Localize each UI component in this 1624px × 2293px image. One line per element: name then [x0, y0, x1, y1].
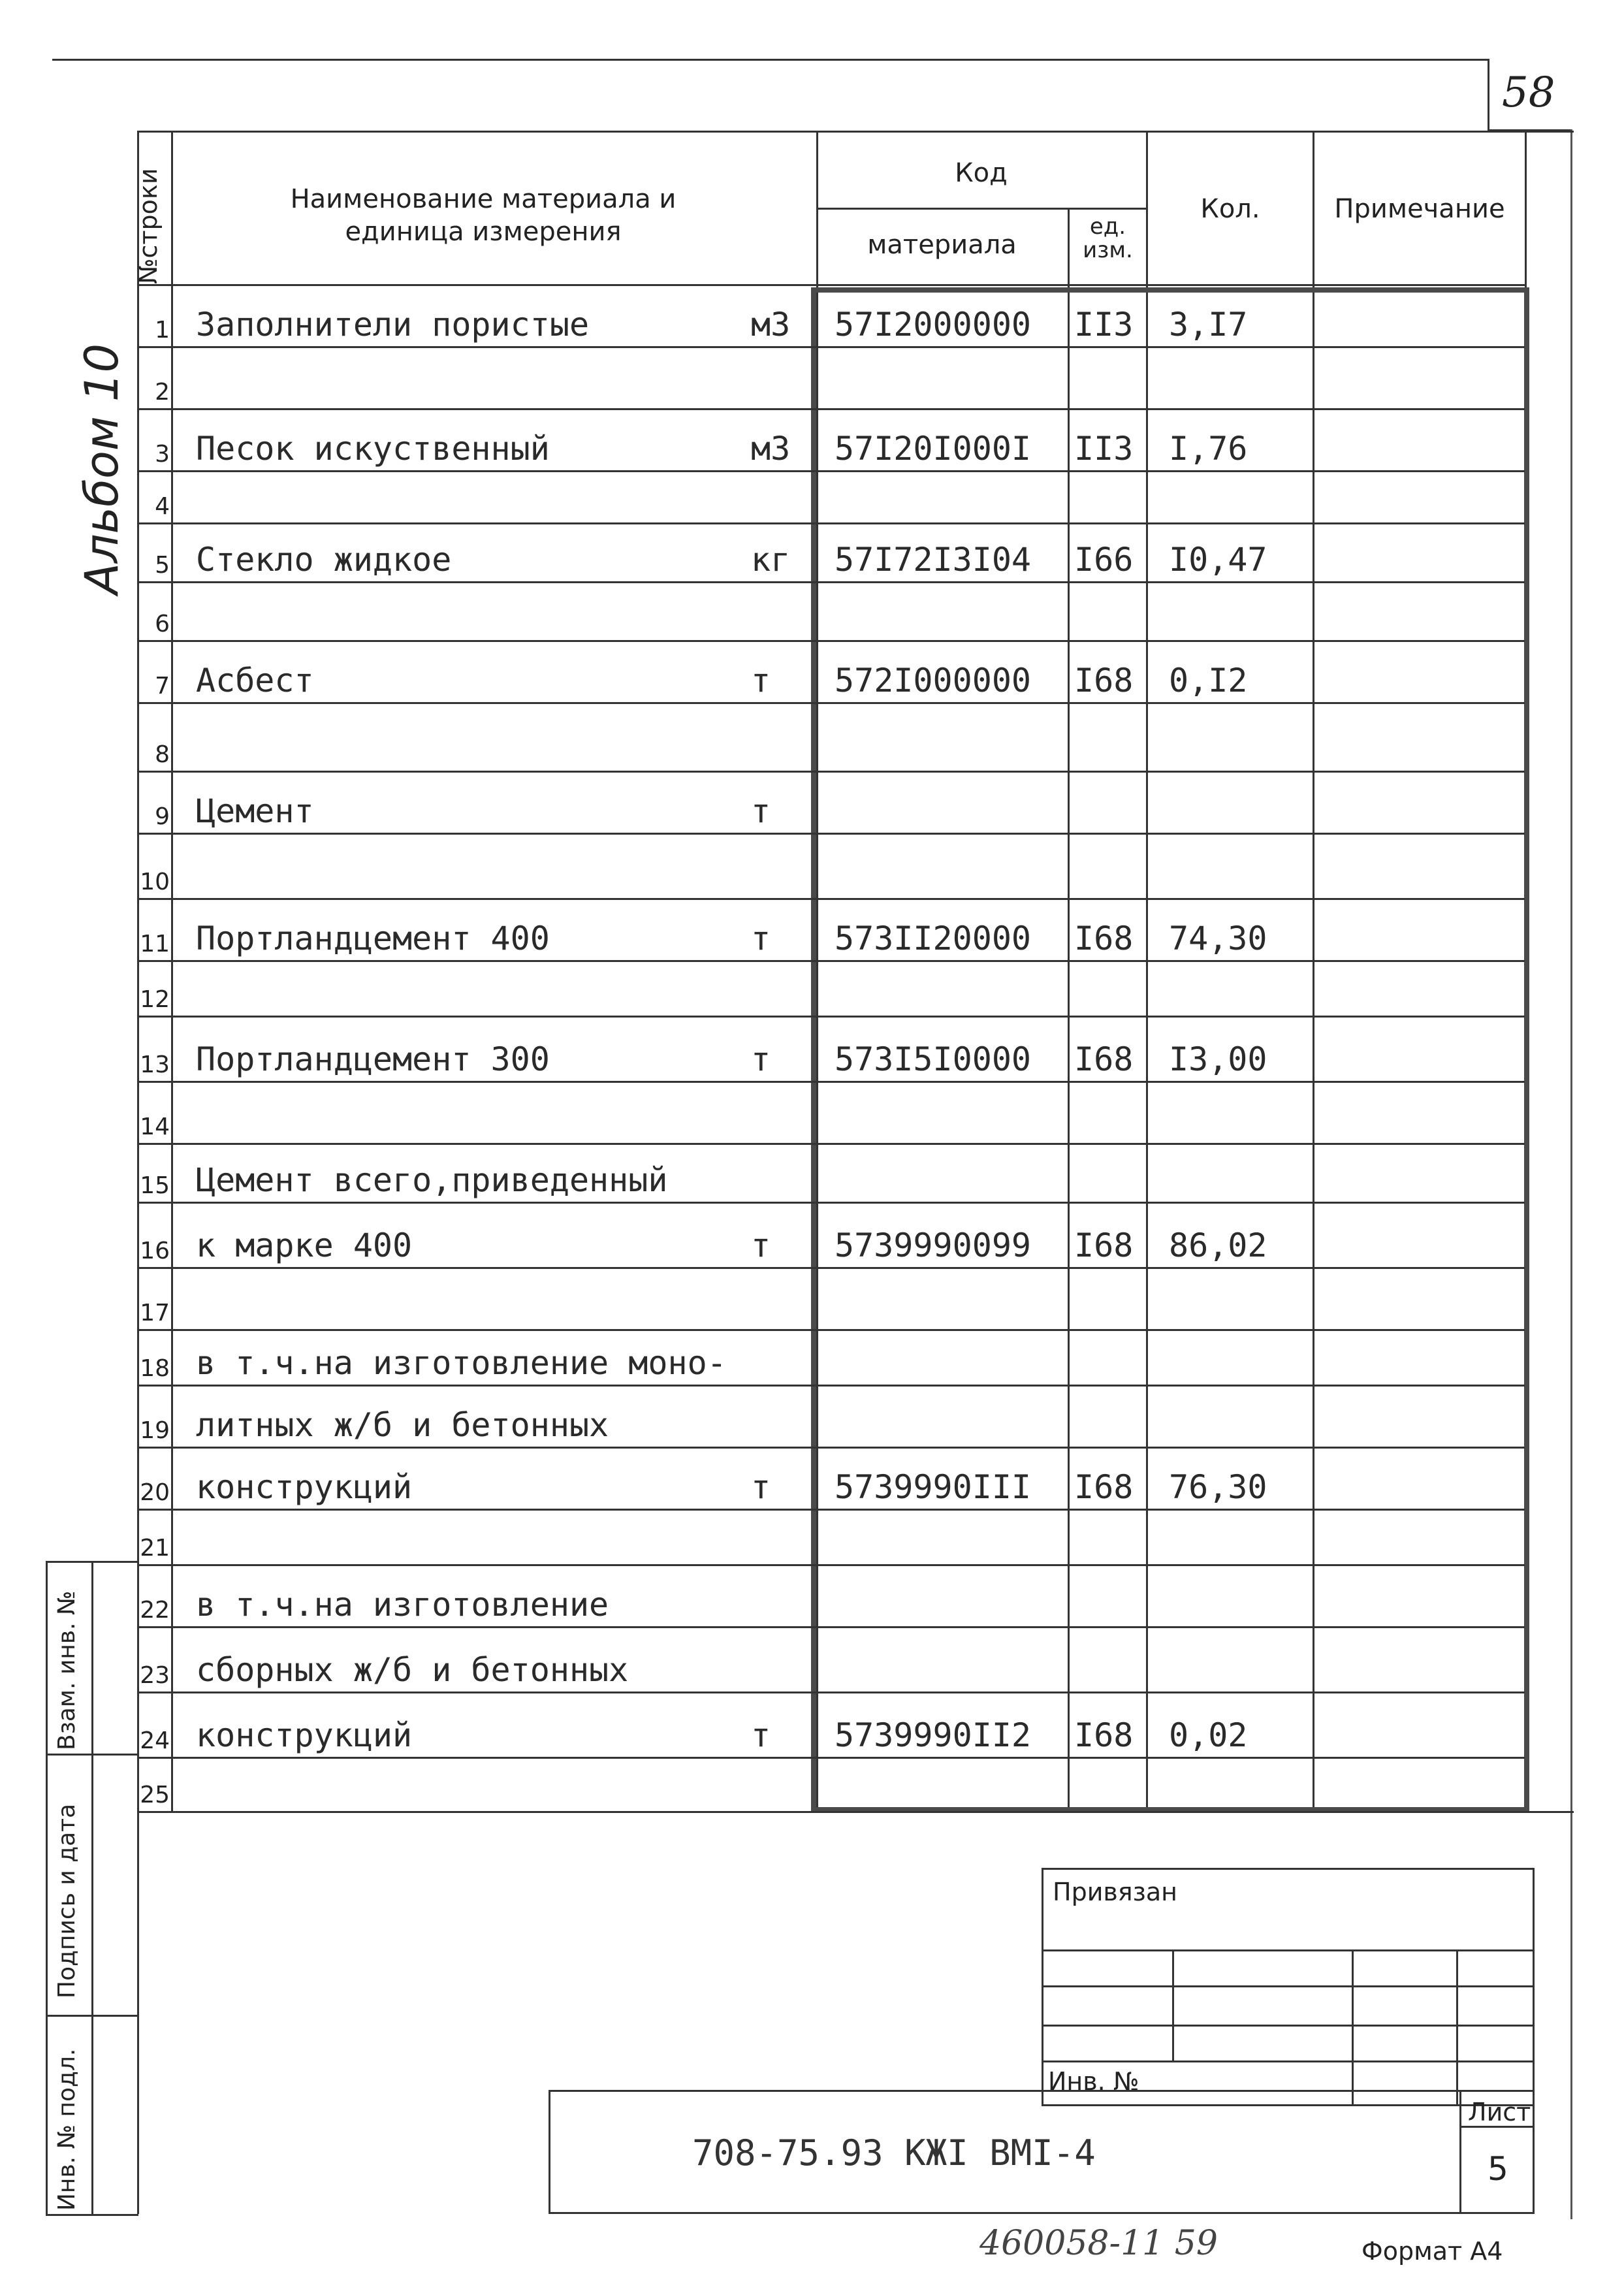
sheet-number: 5 — [1488, 2150, 1508, 2188]
row-number: 18 — [140, 1355, 170, 1382]
material-name-header: Наименование материала и единица измерения — [290, 184, 677, 247]
material-code: 573I5I0000 — [835, 1040, 1032, 1078]
quantity: 3,I7 — [1169, 306, 1248, 344]
material-name: конструкций — [196, 1468, 413, 1506]
unit-code: I68 — [1074, 920, 1134, 957]
unit-code: II3 — [1074, 430, 1134, 468]
unit-code: I68 — [1074, 1227, 1134, 1264]
row-number: 7 — [155, 673, 170, 699]
unit-of-measure: т — [751, 920, 771, 957]
table-row — [137, 1143, 1525, 1202]
table-row — [137, 1016, 1525, 1081]
row-number: 14 — [140, 1114, 170, 1140]
material-code: 57I2000000 — [835, 306, 1032, 344]
unit-of-measure: м3 — [751, 430, 791, 468]
material-name: в т.ч.на изготовление — [196, 1586, 609, 1624]
row-number: 13 — [140, 1051, 170, 1078]
table-row — [137, 771, 1525, 833]
unit-code: I68 — [1074, 1040, 1134, 1078]
material-code: 5739990099 — [835, 1227, 1032, 1264]
unit-of-measure: т — [751, 662, 771, 699]
row-number: 10 — [140, 869, 170, 895]
quantity: 86,02 — [1169, 1227, 1267, 1264]
row-number: 12 — [140, 986, 170, 1013]
material-code: 57I20I000I — [835, 430, 1032, 468]
table-row — [137, 960, 1525, 1016]
album-label: Альбом 10 — [75, 343, 129, 594]
table-row — [137, 1329, 1525, 1385]
material-name: сборных ж/б и бетонных — [196, 1651, 629, 1689]
row-number: 21 — [140, 1535, 170, 1562]
table-row — [137, 408, 1525, 470]
material-name: конструкций — [196, 1716, 413, 1754]
material-code: 5739990II2 — [835, 1716, 1032, 1754]
table-row — [137, 470, 1525, 522]
quantity-header: Кол. — [1200, 194, 1260, 224]
table-row — [137, 833, 1525, 898]
unit-code: I66 — [1074, 541, 1134, 579]
table-row — [137, 1081, 1525, 1143]
table-row — [137, 640, 1525, 702]
quantity: 76,30 — [1169, 1468, 1267, 1506]
material-name: Заполнители пористые — [196, 306, 590, 344]
format-label: Формат А4 — [1361, 2237, 1503, 2266]
row-number: 1 — [155, 317, 170, 344]
table-row — [137, 1509, 1525, 1564]
vzam-inv-label: Взам. инв. № — [54, 1590, 80, 1750]
page-number: 58 — [1502, 69, 1555, 117]
handwritten-archive-number: 460058-11 59 — [979, 2224, 1218, 2263]
row-number: 9 — [155, 803, 170, 830]
unit-of-measure: т — [751, 1468, 771, 1506]
material-name: Песок искуственный — [196, 430, 550, 468]
row-number: 17 — [140, 1300, 170, 1326]
unit-of-measure: т — [751, 1716, 771, 1754]
row-number: 5 — [155, 552, 170, 579]
material-code: 572I000000 — [835, 662, 1032, 699]
table-row — [137, 898, 1525, 960]
unit-code: II3 — [1074, 306, 1134, 344]
podpis-data-label: Подпись и дата — [54, 1803, 80, 1998]
table-row — [137, 1626, 1525, 1692]
row-number: 15 — [140, 1172, 170, 1199]
material-name: Портландцемент 400 — [196, 920, 550, 957]
table-row — [137, 1692, 1525, 1757]
table-row — [137, 1385, 1525, 1447]
material-name: литных ж/б и бетонных — [196, 1406, 609, 1444]
material-name: в т.ч.на изготовление моно- — [196, 1344, 727, 1382]
quantity: 74,30 — [1169, 920, 1267, 957]
unit-of-measure: т — [751, 1227, 771, 1264]
unit-of-measure: т — [751, 1040, 771, 1078]
row-number: 22 — [140, 1597, 170, 1624]
row-number: 8 — [155, 741, 170, 768]
table-row — [137, 1267, 1525, 1329]
material-name: Цемент — [196, 792, 314, 830]
inv-no-label: Инв. № — [1048, 2067, 1139, 2096]
unit-code: I68 — [1074, 662, 1134, 699]
material-name: Цемент всего,приведенный — [196, 1161, 668, 1199]
row-number: 6 — [155, 611, 170, 637]
material-code: 5739990III — [835, 1468, 1032, 1506]
table-row — [137, 346, 1525, 408]
privyazan-label: Привязан — [1053, 1878, 1177, 1906]
row-number: 25 — [140, 1782, 170, 1808]
row-number: 16 — [140, 1238, 170, 1264]
quantity: I,76 — [1169, 430, 1248, 468]
code-header: Код — [955, 158, 1008, 188]
table-row — [137, 285, 1525, 346]
row-number: 3 — [155, 441, 170, 468]
unit-code-header: ед. изм. — [1083, 214, 1133, 263]
row-number: 11 — [140, 931, 170, 957]
note-header: Примечание — [1334, 194, 1505, 224]
row-number-header: №строки — [134, 168, 163, 284]
material-code-header: материала — [867, 230, 1017, 260]
table-row — [137, 1564, 1525, 1626]
unit-of-measure: кг — [751, 541, 791, 579]
document-code: 708-75.93 КЖI ВМI-4 — [692, 2132, 1096, 2173]
table-row — [137, 1447, 1525, 1509]
unit-of-measure: т — [751, 792, 771, 830]
table-row — [137, 581, 1525, 640]
row-number: 19 — [140, 1417, 170, 1444]
row-number: 4 — [155, 493, 170, 520]
table-row — [137, 522, 1525, 581]
quantity: I0,47 — [1169, 541, 1267, 579]
table-row — [137, 1757, 1525, 1811]
quantity: 0,I2 — [1169, 662, 1248, 699]
table-row — [137, 702, 1525, 771]
row-number: 24 — [140, 1727, 170, 1754]
unit-code: I68 — [1074, 1716, 1134, 1754]
material-name: к марке 400 — [196, 1227, 413, 1264]
sheet-label: Лист — [1468, 2098, 1531, 2126]
material-name: Асбест — [196, 662, 314, 699]
quantity: I3,00 — [1169, 1040, 1267, 1078]
material-code: 573II20000 — [835, 920, 1032, 957]
unit-of-measure: м3 — [751, 306, 791, 344]
material-name: Стекло жидкое — [196, 541, 452, 579]
quantity: 0,02 — [1169, 1716, 1248, 1754]
row-number: 20 — [140, 1479, 170, 1506]
unit-code: I68 — [1074, 1468, 1134, 1506]
row-number: 2 — [155, 379, 170, 406]
table-row — [137, 1202, 1525, 1267]
material-name: Портландцемент 300 — [196, 1040, 550, 1078]
material-code: 57I72I3I04 — [835, 541, 1032, 579]
inv-podl-label: Инв. № подл. — [54, 2048, 80, 2211]
row-number: 23 — [140, 1662, 170, 1689]
